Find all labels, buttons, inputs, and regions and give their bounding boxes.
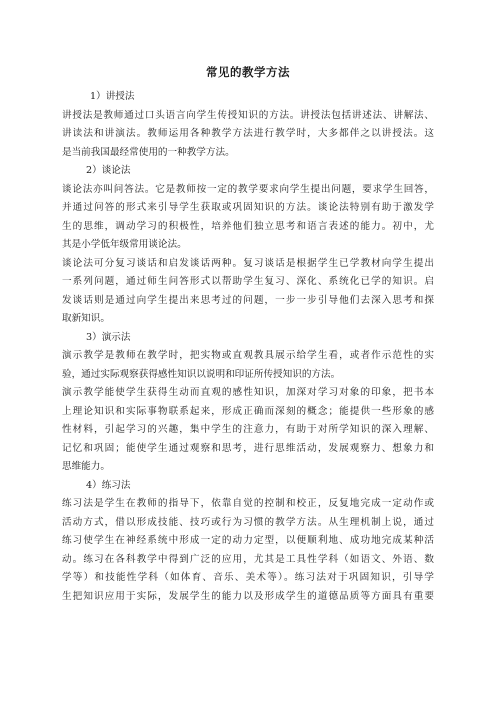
section-lecture-method — [62, 88, 434, 162]
section-heading: 2）谈论法 — [86, 165, 131, 176]
paragraph-line: 取新知识。 — [62, 313, 110, 324]
paragraph-line: 演示教学是教师在教学时，把实物或直观教具展示给学生看，或者作示范性的实 — [62, 350, 434, 361]
document-title: 常见的教学方法 — [206, 65, 290, 79]
paragraph-line: 生把知识应用于实际，发展学生的能力以及形成学生的道德品质等方面具有重要 — [62, 590, 434, 602]
paragraph-line: 记忆和巩固；能使学生通过观察和思考，进行思维活动，发展观察力、想象力和 — [62, 442, 434, 454]
paragraph-line: 一系列问题，通过师生问答形式以帮助学生复习、深化、系统化已学的知识。启 — [62, 276, 434, 287]
paragraph-line: 练习使学生在神经系统中形成一定的动力定型，以便顺利地、成功地完成某种活 — [62, 535, 434, 546]
paragraph-line: 上理论知识和实际事物联系起来，形成正确而深刻的概念；能提供一些形象的感 — [62, 405, 434, 417]
paragraph-line: 练习法是学生在教师的指导下，依靠自觉的控制和校正，反复地完成一定动作或 — [62, 498, 434, 509]
paragraph-line: 讲授法是教师通过口头语言向学生传授知识的方法。讲授法包括讲述法、讲解法、 — [62, 109, 434, 121]
paragraph-line: 讲读法和讲演法。教师运用各种教学方法进行教学时，大多都伴之以讲授法。这 — [62, 128, 434, 139]
section-heading: 4）练习法 — [86, 479, 131, 491]
section-discussion-method — [62, 162, 434, 329]
paragraph-line: 谈论法亦叫问答法。它是教师按一定的教学要求向学生提出问题，要求学生回答， — [62, 183, 434, 195]
document-body — [62, 88, 434, 606]
paragraph-line: 生的思维，调动学习的积极性，培养他们独立思考和语言表述的能力。初中，尤 — [62, 220, 434, 232]
paragraph-line: 其是小学低年级常用谈论法。 — [62, 239, 187, 250]
paragraph-line: 思维能力。 — [62, 461, 110, 472]
paragraph-line: 是当前我国最经常使用的一种教学方法。 — [62, 146, 235, 158]
paragraph-line: 学等）和技能性学科（如体育、音乐、美术等）。练习法对于巩固知识，引导学 — [62, 572, 434, 583]
paragraph-line: 验，通过实际观察获得感性知识以说明和印证所传授知识的方法。 — [62, 368, 341, 380]
paragraph-line: 性材料，引起学习的兴趣，集中学生的注意力，有助于对所学知识的深入理解、 — [62, 424, 434, 435]
paragraph-line: 并通过问答的形式来引导学生获取或巩固知识的方法。谈论法特别有助于激发学 — [62, 202, 434, 213]
paragraph-line: 发谈话则是通过向学生提出来思考过的问题，一步一步引导他们去深入思考和探 — [62, 294, 434, 306]
paragraph-line: 活动方式，借以形成技能、技巧或行为习惯的教学方法。从生理机制上说，通过 — [62, 516, 434, 528]
paragraph-line: 演示教学能使学生获得生动而直观的感性知识，加深对学习对象的印象，把书本 — [62, 387, 434, 398]
section-heading: 1）讲授法 — [90, 91, 135, 102]
section-demonstration-method — [62, 329, 434, 477]
section-heading: 3）演示法 — [86, 331, 131, 343]
paragraph-line: 动。练习在各科教学中得到广泛的应用，尤其是工具性学科（如语文、外语、数 — [62, 553, 434, 565]
paragraph-line: 谈论法可分复习谈话和启发谈话两种。复习谈话是根据学生已学教材向学生提出 — [62, 257, 434, 269]
section-practice-method — [62, 477, 434, 607]
